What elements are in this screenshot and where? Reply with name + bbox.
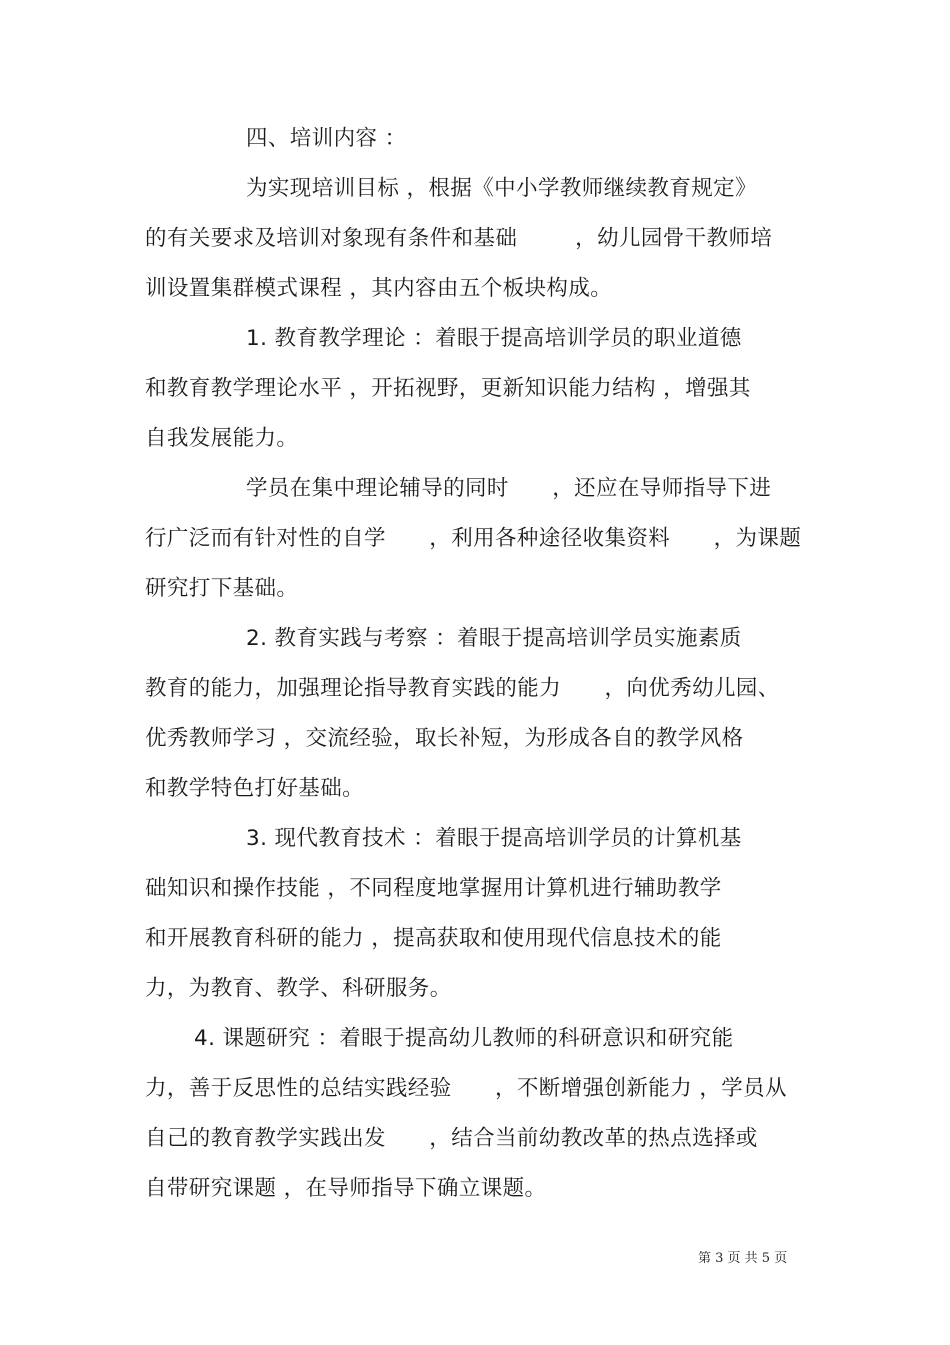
text-line: 自我发展能力。 [145, 426, 299, 451]
page-number: 第 3 页 共 5 页 [698, 1251, 788, 1266]
section-heading: 四、培训内容 ： [246, 126, 407, 151]
text-line: 自己的教育教学实践出发 ，结合当前幼教改革的热点选择或 [145, 1126, 758, 1151]
text-line: 1. 教育教学理论 ：着眼于提高培训学员的职业道德 [246, 326, 742, 351]
text-line: 和教育教学理论水平 ，开拓视野，更新知识能力结构 ，增强其 [145, 376, 751, 401]
text-line: 研究打下基础。 [145, 576, 299, 601]
text-line: 为实现培训目标 ，根据《中小学教师继续教育规定》 [246, 176, 757, 201]
text-line: 2. 教育实践与考察 ：着眼于提高培训学员实施素质 [246, 626, 742, 651]
text-line: 自带研究课题 ，在导师指导下确立课题。 [145, 1176, 547, 1201]
text-line: 力，善于反思性的总结实践经验 ，不断增强创新能力 ，学员从 [145, 1076, 787, 1101]
text-line: 4. 课题研究 ：着眼于提高幼儿教师的科研意识和研究能 [194, 1026, 734, 1051]
text-line: 力，为教育、教学、科研服务。 [145, 976, 452, 1001]
text-line: 3. 现代教育技术 ：着眼于提高培训学员的计算机基 [246, 826, 742, 851]
text-line: 训设置集群模式课程 ，其内容由五个板块构成。 [145, 276, 613, 301]
text-line: 的有关要求及培训对象现有条件和基础 ，幼儿园骨干教师培 [145, 226, 773, 251]
text-line: 和教学特色打好基础。 [145, 776, 365, 801]
text-line: 优秀教师学习 ，交流经验，取长补短，为形成各自的教学风格 [145, 726, 744, 751]
text-line: 和开展教育科研的能力 ，提高获取和使用现代信息技术的能 [145, 926, 722, 951]
text-line: 学员在集中理论辅导的同时 ，还应在导师指导下进 [246, 476, 772, 501]
text-line: 行广泛而有针对性的自学 ，利用各种途径收集资料 ，为课题 [145, 526, 802, 551]
text-line: 础知识和操作技能 ，不同程度地掌握用计算机进行辅助教学 [145, 876, 722, 901]
text-line: 教育的能力，加强理论指导教育实践的能力 ，向优秀幼儿园、 [145, 676, 780, 701]
